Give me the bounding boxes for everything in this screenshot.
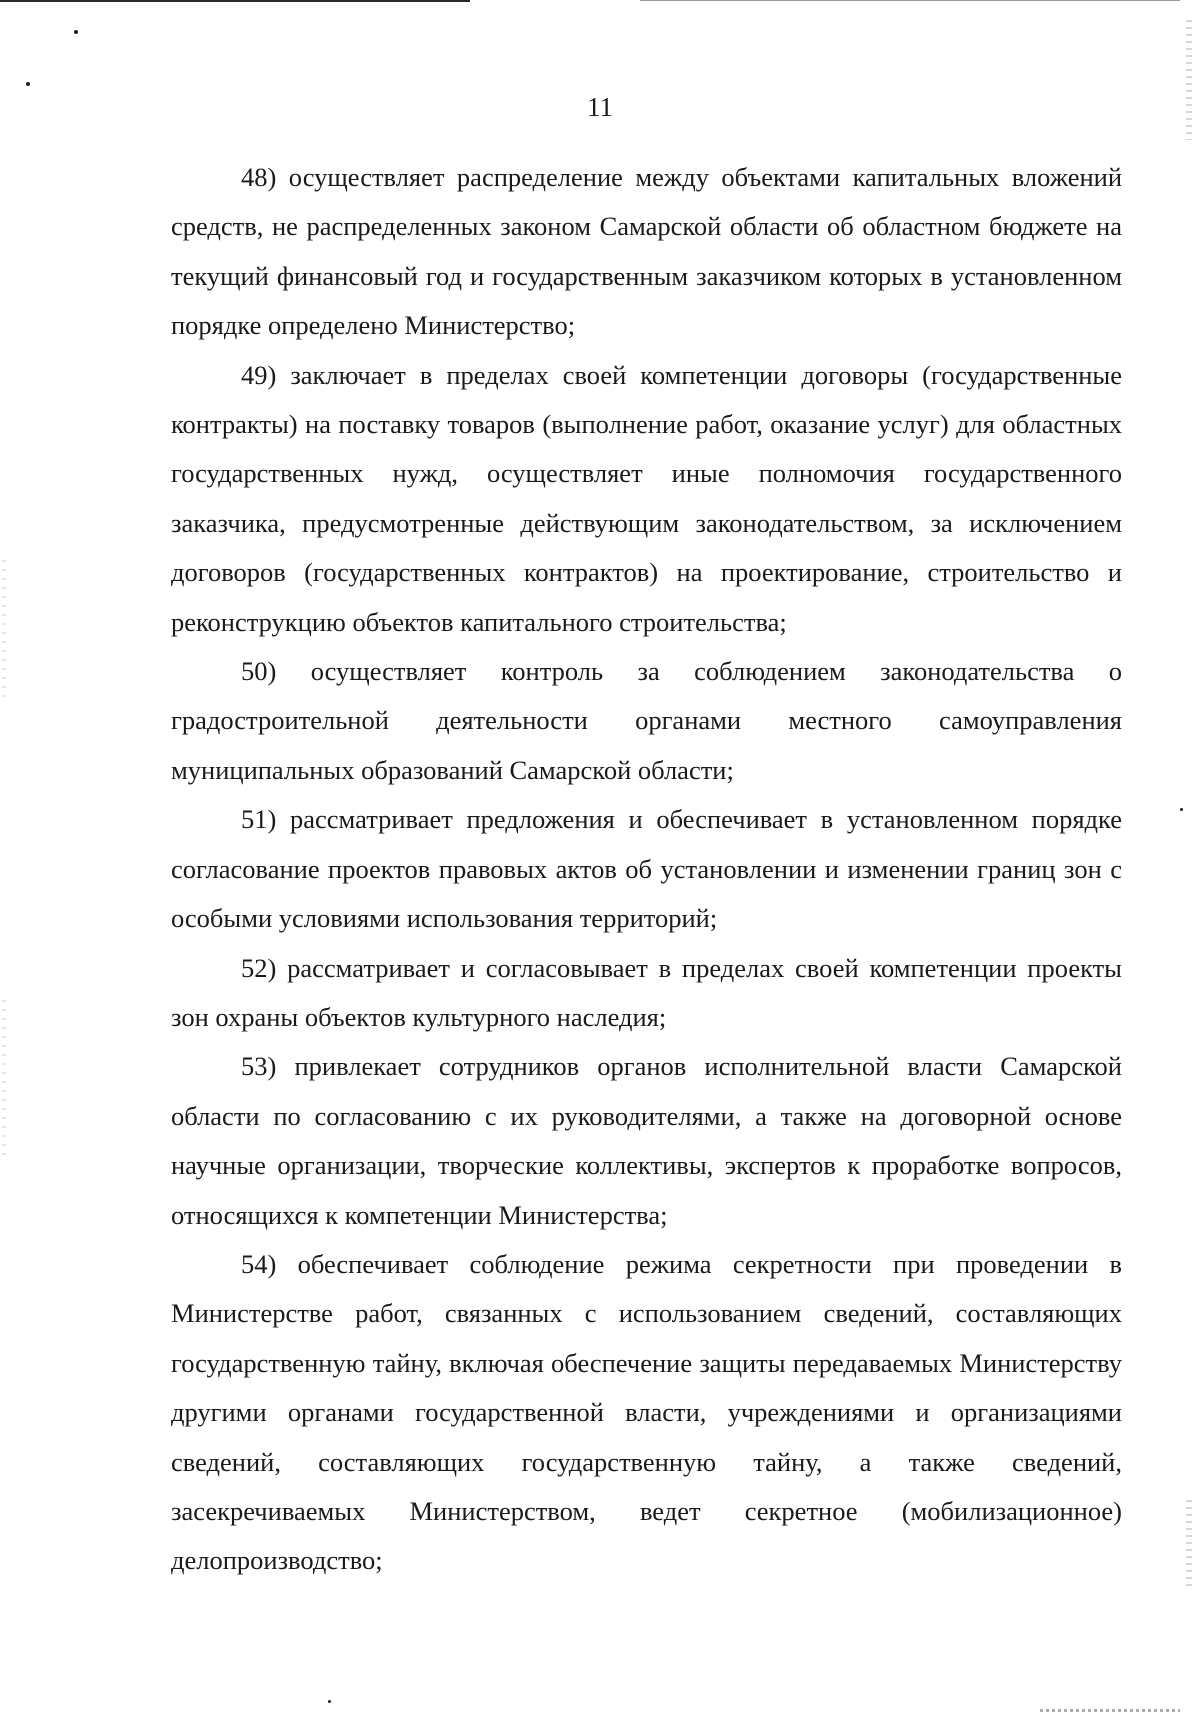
clause-54: 54) обеспечивает соблюдение режима секретности при проведении в Министерстве работ, связанных с использованием сведений, составляющих государственную тайну, включая обеспечение защиты передаваемых Министерству другими органами государственной власти, учреждениями и организациями сведений, составляющих государственную тайну, а также сведений, засекречиваемых Министерством, ведет секретное (мобилизационное) делопроизводство; (171, 1248, 1122, 1576)
scan-speck (328, 1700, 331, 1703)
clause-50: 50) осуществляет контроль за соблюдением законодательства о градостроительной деятельности органами местного самоуправления муниципальных образований Самарской области; (171, 656, 1122, 785)
clause-53: 53) привлекает сотрудников органов исполнительной власти Самарской области по согласованию с их руководителями, а также на договорной основе научные организации, творческие коллективы, экспертов к проработке вопросов, относящихся к компетенции Министерства; (171, 1051, 1122, 1230)
scan-edge-line (640, 0, 1180, 1)
clause-52: 52) рассматривает и согласовывает в пределах своей компетенции проекты зон охраны объектов культурного наследия; (171, 952, 1122, 1032)
scan-noise (1186, 1500, 1192, 1590)
scan-speck (74, 30, 78, 34)
clause-49: 49) заключает в пределах своей компетенции договоры (государственные контракты) на поставку товаров (выполнение работ, оказание услуг) для областных государственных нужд, осуществляет иные полномочия государственного заказчика, предусмотренные действующим законодательством, за исключением договоров (государственных контрактов) на проектирование, строительство и реконструкцию объектов капитального строительства; (171, 359, 1122, 637)
clause-51: 51) рассматривает предложения и обеспечивает в установленном порядке согласование проектов правовых актов об установлении и изменении границ зон с особыми условиями использования территорий; (171, 804, 1122, 934)
scan-noise (2, 1000, 6, 1160)
scan-noise (2, 560, 6, 700)
clause-48: 48) осуществляет распределение между объектами капитальных вложений средств, не распределенных законом Самарской области об областном бюджете на текущий финансовый год и государственным заказчиком которых в установленном порядке определено Министерство; (171, 162, 1122, 341)
document-body (171, 153, 1122, 1586)
page-number: 11 (587, 92, 613, 122)
scan-speck (26, 82, 30, 86)
scan-edge-line (0, 0, 470, 2)
scan-speck (1180, 808, 1183, 811)
scan-noise (1040, 1709, 1180, 1712)
